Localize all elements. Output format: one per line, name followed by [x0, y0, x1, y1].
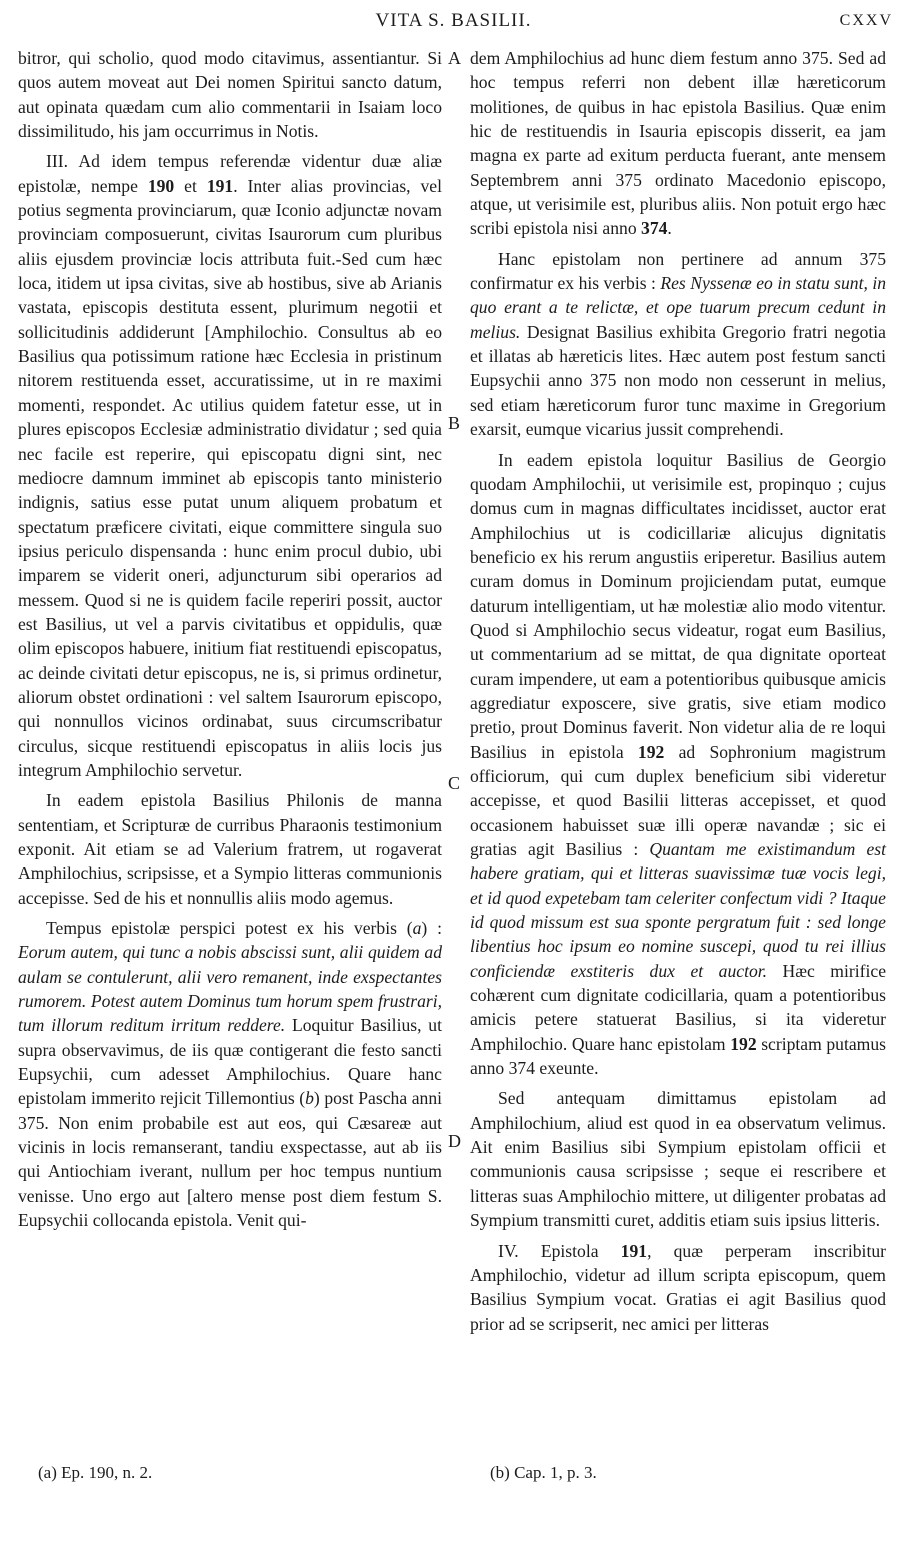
- letter-number: 192: [730, 1033, 757, 1054]
- paragraph: dem Amphilochius ad hunc diem festum anno 375. Sed ad hoc tempus referri non debent illæ hæreticorum molitiones, de quibus in hac epistola Basilius. Quæ enim hic de restituendis in Isauria episcopis disserit, ea jam magna ex parte ad exitum perducta fuerant, ante mensem Septembrem anni 375 ordinato Macedonio episcopo, atque, ut verisimile est, pluribus aliis. Non potuit ergo hæc scribi epistola nisi anno 374.: [470, 48, 886, 239]
- footnote-ref: b: [305, 1088, 314, 1109]
- paragraph: bitror, qui scholio, quod modo citavimus, assentiantur. Si quos autem moveat aut Dei nomen Spiritui sancto datum, aut opinata quædam cum alio commentarii in Isaiam loco dissimilitudo, his jam occurrimus in Notis.: [18, 48, 442, 142]
- page-title: VITA S. BASILII.: [375, 10, 532, 31]
- paragraph: Hanc epistolam non pertinere ad annum 375 confirmatur ex his verbis : Res Nyssenæ eo in statu sunt, in quo erant a te relictæ, et ope tuarum precum cedunt in melius. Designat Basilius exhibita Gregorio fratri negotia et illatas ab hæreticis lites. Hæc autem post festum sancti Eupsychii anno 375 non modo non cesserunt in melius, sed etiam hæreticorum furor tunc maxime in Gregorium exarsit, eumque vicarius jussit comprehendi.: [470, 248, 886, 440]
- footnote-a: (a) Ep. 190, n. 2.: [38, 1463, 153, 1482]
- paragraph: Sed antequam dimittamus epistolam ad Amphilochium, aliud est quod in ea observatum velimus. Ait enim Basilius sibi Sympium epistolam officii et communionis causa scripsisse ; seque ei rescribere et litteras suas Amphilochio mittere, ut diligenter probatas ad Sympium transmitti curet, additis etiam suis ipsius litteris.: [470, 1088, 886, 1231]
- quotation: Res Nyssenæ eo in statu sunt, in quo erant a te relictæ, et ope tuarum precum cedunt in melius.: [470, 273, 886, 342]
- margin-marker-c: C: [448, 773, 461, 793]
- letter-number: 190: [147, 175, 175, 196]
- quotation: Eorum autem, qui tunc a nobis abscissi sunt, alii quidem ad aulam se contulerunt, alii vero remanent, inde exspectantes rumorem. Potest autem Dominus tum horum spem frustrari, tum illorum reditum irritum reddere.: [18, 942, 442, 1036]
- letter-number: 191: [620, 1240, 648, 1261]
- left-column: [18, 46, 442, 1233]
- margin-marker-b: B: [448, 413, 461, 433]
- right-column: [470, 46, 886, 1336]
- paragraph: Tempus epistolæ perspici potest ex his verbis (a) : Eorum autem, qui tunc a nobis abscissi sunt, alii quidem ad aulam se contulerunt, alii vero remanent, inde exspectantes rumorem. Potest autem Dominus tum horum spem frustrari, tum illorum reditum irritum reddere. Loquitur Basilius, ut supra observavimus, de iis quæ contigerant die festo sancti Eupsychii, cum adesset Amphilochius. Quare hanc epistolam immerito rejicit Tillemontius (b) post Pascha anni 375. Non enim probabile est aut eos, qui Cæsareæ aut vicinis in locis remanserant, tandiu exspectasse, aut ab iis qui Antiochiam iverant, nullum per hoc tempus nuntium venisse. Uno ergo aut [altero mense post diem festum S. Eupsychii collocanda epistola. Venit qui-: [18, 918, 443, 1231]
- quotation: Quantam me existimandum est habere gratiam, qui et litteras suavissimæ tuæ vocis legi, et id quod expetebam tam celeriter confectum vidi ? Itaque id quod missum est sua sponte pergratum fuit : sed longe libentius hoc ipsum eo nomine suscepi, quod tu rei illius conficiendæ exstiteris dux et auctor.: [470, 839, 886, 981]
- paragraph: In eadem epistola Basilius Philonis de manna sententiam, et Scripturæ de curribus Pharaonis testimonium exponit. Ait etiam se ad Valerium fratrem, ut rogaverat Amphilochius, scripsisse, et a Sympio litteras communionis accepisse. Sed de his et nonnullis aliis modo agemus.: [18, 790, 442, 908]
- letter-number: 192: [637, 741, 665, 762]
- margin-marker-d: D: [448, 1131, 461, 1151]
- paragraph: III. Ad idem tempus referendæ videntur duæ aliæ epistolæ, nempe 190 et 191. Inter alias provincias, vel potius segmenta provinciarum, quæ Iconio adjunctæ novam provinciam composuerunt, civitas Isaurorum cum pluribus aliis ejusdem provinciæ locis attributa fuit.-Sed cum hæc loca, itidem ut ipsa civitas, sive ab hostibus, sive ab Arianis vastata, episcopis destituta essent, plurimum negotii et sollicitudinis addiderunt [Amphilochio. Consultus ab eo Basilius qua potissimum ratione hæc Ecclesia in pristinum nitorem restituenda esset, accuratissime, ut in re maximi momenti, respondet. Ac utilius quidem fatetur esse, ut in plures episcopos Ecclesiæ administratio dividatur ; sed quia nec facile est reperire, qui episcopatu digni sint, nec mediocre damnum imminet ab episcopis tanto ministerio indignis, satius esse putat unum aliquem probatum et spectatum præficere civitati, eique committere singula suo ipsius periculo dispensanda : hunc enim procul dubio, ubi imparem se viderit oneri, adjuncturum sibi operarios ad messem. Quod si ne is quidem facile reperiri possit, auctor est Basilius, ut vel a parvis civitatibus et oppidulis, quæ olim episcopos habuere, initium fiat restituendi episcopatus, ac deinde civitati detur episcopus, ne is, si primus ordinetur, aliorum obstet ordinationi : vel saltem Isaurorum episcopo, qui nonnullos vicinos ordinabat, suus circumscribatur circulus, sicque restituendi episcopatus in aliis locis jus integrum Amphilochio servetur.: [18, 151, 442, 780]
- paragraph: In eadem epistola loquitur Basilius de Georgio quodam Amphilochii, ut verisimile est, propinquo ; cujus domus cum in magnas difficultates incidisset, auctor erat Amphilochius ut is codicillariæ alicujus dignitatis beneficio ex his rerum angustiis eriperetur. Basilius autem curam domus in Dominum projiciendam putat, eumque daturum intelligentiam, ut hæ molestiæ alio modo vitentur. Quod si Amphilochio secus videatur, rogat eum Basilius, ut commentarium ad se mittat, de qua dignitate oporteat curam impendere, ut eam a potentioribus quibusque amicis aggrediatur exposcere, sive gratis, sive etiam modico pretio, prout Dominus faverit. Non videtur alia de re loqui Basilius in epistola 192 ad Sophronium magistrum officiorum, qui cum duplex beneficium sibi videretur accepisse, et quod Basilii litteras accepisset, et quod occasionem habuisset suæ illi operæ navandæ ; sic ei gratias agit Basilius : Quantam me existimandum est habere gratiam, qui et litteras suavissimæ tuæ vocis legi, et id quod expetebam tam celeriter confectum vidi ? Itaque id quod missum est sua sponte pergratum fuit : sed longe libentius hoc ipsum eo nomine suscepi, quod tu rei illius conficiendæ exstiteris dux et auctor. Hæc mirifice cohærent cum dignitate codicillaria, quam a potentioribus amicis petere statuerat Basilius, si ita videretur Amphilochio. Quare hanc epistolam 192 scriptam putamus anno 374 exeunte.: [470, 449, 886, 1079]
- footnote-ref: a: [412, 918, 422, 939]
- page-number: CXXV: [839, 12, 893, 29]
- margin-marker-a: A: [448, 48, 461, 68]
- letter-number: 191: [206, 175, 234, 196]
- footnote-b: (b) Cap. 1, p. 3.: [490, 1463, 597, 1482]
- running-head: [0, 4, 907, 36]
- paragraph: IV. Epistola 191, quæ perperam inscribitur Amphilochio, videtur ad illum scripta episcopum, quem Basilius Sympium vocat. Gratias ei agit Basilius quod prior ad se scripserit, nec amici per litteras: [470, 1240, 886, 1334]
- year-number: 374: [641, 218, 668, 239]
